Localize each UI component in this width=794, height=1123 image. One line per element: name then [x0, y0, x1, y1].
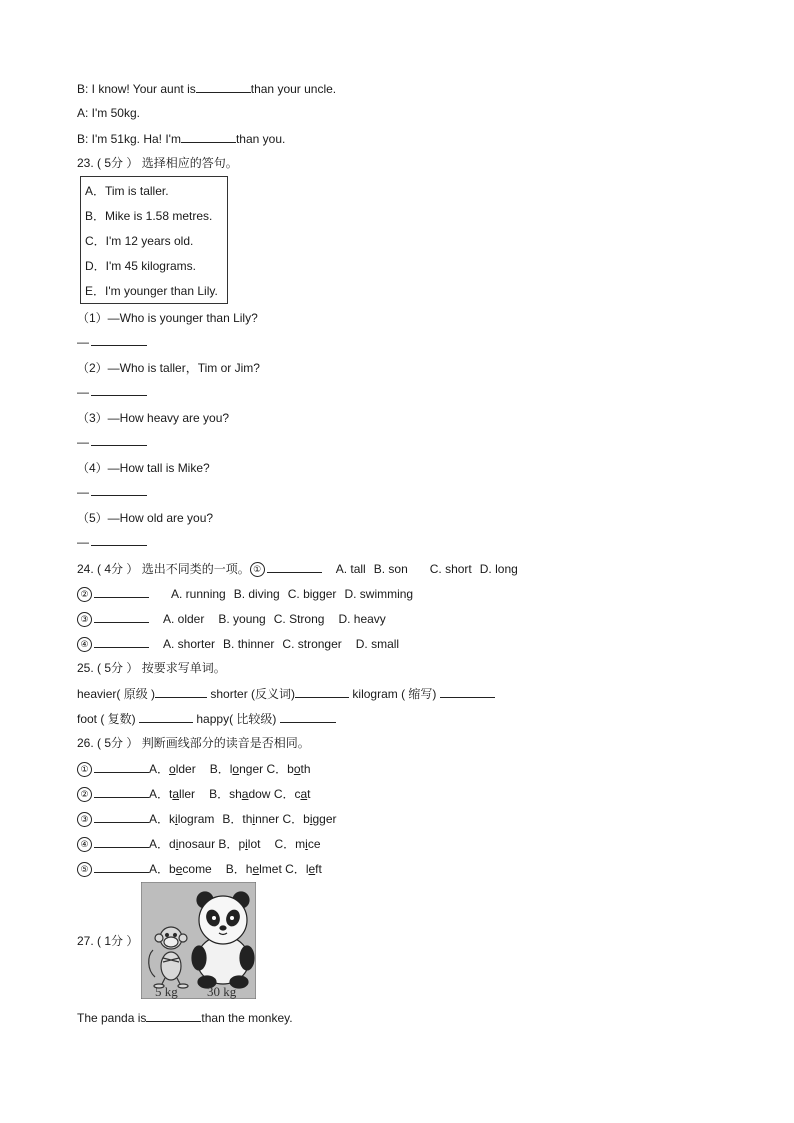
answer-blank[interactable]	[440, 686, 495, 698]
answer-blank[interactable]	[94, 761, 149, 773]
panda-weight-label: 30 kg	[207, 984, 237, 999]
number-marker: ③	[77, 612, 92, 627]
dialogue-line-b1: B: I know! Your aunt is than your uncle.	[77, 82, 337, 96]
number-marker: ④	[77, 837, 92, 852]
q26-row-4: ④ A．dinosaur B．pilot C．mice	[77, 836, 321, 852]
q23-option-d: D．I'm 45 kilograms.	[85, 259, 196, 273]
number-marker: ③	[77, 812, 92, 827]
q23-answer-5: —	[77, 535, 147, 549]
answer-blank[interactable]	[181, 131, 236, 143]
q26-row-2: ② A．taller B．shadow C．cat	[77, 786, 311, 802]
number-marker: ⑤	[77, 862, 92, 877]
q25-row-1: heavier( 原级 ) shorter (反义词) kilogram ( 缩写)	[77, 686, 495, 701]
q23-question-5: （5）—How old are you?	[77, 511, 214, 525]
q24-row-2: ② A. running B. diving C. bigger D. swimming	[77, 586, 413, 602]
answer-blank[interactable]	[146, 1010, 201, 1022]
monkey-weight-label: 5 kg	[155, 984, 178, 999]
q23-option-c: C．I'm 12 years old.	[85, 234, 194, 248]
q23-answer-3: —	[77, 435, 147, 449]
answer-blank[interactable]	[155, 686, 207, 698]
number-marker: ①	[77, 762, 92, 777]
answer-blank[interactable]	[91, 437, 147, 446]
q23-option-a: A．Tim is taller.	[85, 184, 169, 198]
number-marker: ①	[250, 562, 265, 577]
answer-blank[interactable]	[91, 337, 147, 346]
answer-blank[interactable]	[94, 861, 149, 873]
q23-answer-1: —	[77, 335, 147, 349]
answer-blank[interactable]	[139, 711, 193, 723]
q23-question-1: （1）—Who is younger than Lily?	[77, 311, 258, 325]
q27-sentence: The panda is than the monkey.	[77, 1011, 293, 1025]
q23-question-3: （3）—How heavy are you?	[77, 411, 230, 425]
answer-blank[interactable]	[91, 537, 147, 546]
q24-row-1: 24. ( 4分 ） 选出不同类的一项。 ① A. tall B. son C. short D. long	[77, 562, 518, 576]
q23-answer-2: —	[77, 385, 147, 399]
q23-question-2: （2）—Who is taller，Tim or Jim?	[77, 361, 260, 375]
answer-blank[interactable]	[295, 686, 349, 698]
answer-blank[interactable]	[267, 561, 322, 573]
answer-blank[interactable]	[94, 836, 149, 848]
answer-blank[interactable]	[280, 711, 336, 723]
dialogue-line-b2: B: I'm 51kg. Ha! I'm than you.	[77, 132, 286, 146]
answer-blank[interactable]	[94, 636, 149, 648]
q27-header: 27. ( 1分 ）	[77, 934, 139, 948]
q26-row-1: ① A．older B．longer C．both	[77, 761, 311, 777]
q23-header: 23. ( 5分 ） 选择相应的答句。	[77, 156, 238, 170]
q23-options-box	[80, 176, 228, 304]
q23-option-b: B．Mike is 1.58 metres.	[85, 209, 213, 223]
q24-row-3: ③ A. older B. young C. Strong D. heavy	[77, 611, 386, 627]
answer-blank[interactable]	[94, 786, 149, 798]
q26-header: 26. ( 5分 ） 判断画线部分的读音是否相同。	[77, 736, 310, 750]
q25-header: 25. ( 5分 ） 按要求写单词。	[77, 661, 226, 675]
q25-row-2: foot ( 复数) happy( 比较级)	[77, 711, 336, 726]
q23-option-e: E．I'm younger than Lily.	[85, 284, 218, 298]
number-marker: ②	[77, 587, 92, 602]
number-marker: ④	[77, 637, 92, 652]
q26-row-3: ③ A．kilogram B．thinner C．bigger	[77, 811, 337, 827]
q23-answer-4: —	[77, 485, 147, 499]
dialogue-line-a1: A: I'm 50kg.	[77, 106, 140, 120]
answer-blank[interactable]	[91, 387, 147, 396]
answer-blank[interactable]	[94, 611, 149, 623]
answer-blank[interactable]	[196, 81, 251, 93]
monkey-panda-illustration	[141, 882, 256, 999]
q24-row-4: ④ A. shorter B. thinner C. stronger D. small	[77, 636, 399, 652]
q23-question-4: （4）—How tall is Mike?	[77, 461, 210, 475]
answer-blank[interactable]	[94, 586, 149, 598]
answer-blank[interactable]	[94, 811, 149, 823]
answer-blank[interactable]	[91, 487, 147, 496]
q26-row-5: ⑤ A．become B．helmet C．left	[77, 861, 322, 877]
number-marker: ②	[77, 787, 92, 802]
